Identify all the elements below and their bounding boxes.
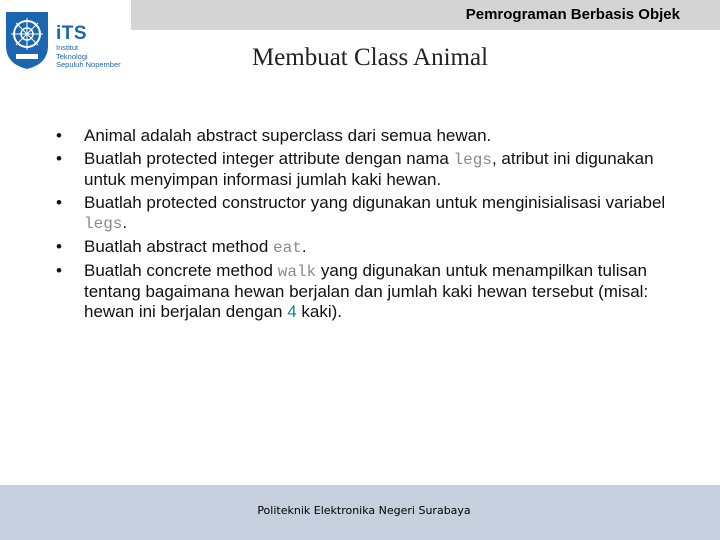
- bullet-dot-icon: •: [56, 261, 62, 280]
- bullet-dot-icon: •: [56, 193, 62, 212]
- course-title: Pemrograman Berbasis Objek: [465, 6, 680, 23]
- bullet-item: [52, 193, 677, 234]
- header-bar: [131, 0, 720, 30]
- code-term: legs: [84, 215, 123, 233]
- bullet-dot-icon: •: [56, 149, 62, 168]
- bullet-text: .: [122, 213, 128, 232]
- bullet-item: [52, 149, 677, 190]
- bullet-text: .: [301, 237, 307, 256]
- bullet-list: [52, 126, 677, 325]
- number-literal: 4: [287, 302, 297, 321]
- bullet-text: Buatlah abstract method: [84, 237, 274, 256]
- code-term: eat: [273, 239, 302, 257]
- bullet-text: Buatlah protected integer attribute dengan nama: [84, 149, 454, 168]
- bullet-text: Animal adalah abstract superclass dari semua hewan.: [84, 126, 492, 145]
- bullet-text: Buatlah protected constructor yang digunakan untuk menginisialisasi variabel: [84, 193, 666, 212]
- bullet-text: , atribut ini digunakan untuk menyimpan informasi jumlah kaki hewan.: [84, 149, 654, 189]
- logo-subtitle-line: Sepuluh Nopember: [56, 60, 121, 69]
- bullet-item: [52, 126, 677, 146]
- bullet-dot-icon: •: [56, 126, 62, 145]
- bullet-dot-icon: •: [56, 237, 62, 256]
- bullet-text: kaki).: [296, 302, 343, 321]
- bullet-item: [52, 237, 677, 258]
- bullet-text: Buatlah concrete method: [84, 261, 278, 280]
- bullet-item: [52, 261, 677, 322]
- logo-subtitle-line: Teknologi: [56, 51, 88, 61]
- bullet-text: yang digunakan untuk menampilkan tulisan tentang bagaimana hewan berjalan dan jumlah kaki hewan tersebut (misal: hewan ini berjalan dengan: [84, 261, 649, 321]
- code-term: legs: [453, 151, 492, 169]
- logo-name: iTS: [56, 23, 88, 44]
- footer-text: Politeknik Elektronika Negeri Surabaya: [257, 504, 471, 517]
- slide-title: Membuat Class Animal: [251, 44, 489, 71]
- code-term: walk: [277, 263, 317, 281]
- logo-subtitle-line: Institut: [56, 43, 79, 52]
